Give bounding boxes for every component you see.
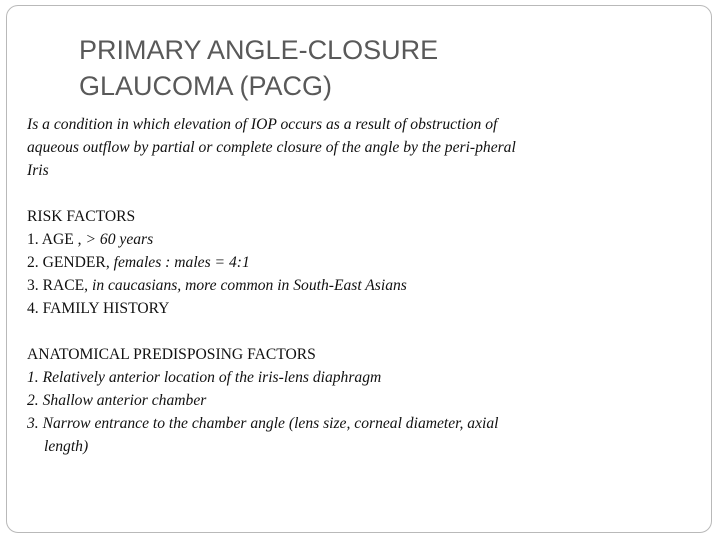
anatomical-item-text: Shallow anterior chamber [42, 392, 207, 409]
spacer [27, 320, 627, 343]
definition-line-1: Is a condition in which elevation of IOP occurs as a result of obstruction of [27, 116, 498, 133]
risk-factor-detail: > 60 years [85, 231, 154, 248]
risk-factor-label: 2. GENDER, [27, 254, 114, 271]
risk-factor-item-gender [27, 251, 627, 274]
risk-factor-label: 4. FAMILY HISTORY [27, 300, 170, 317]
anatomical-item-number: 2. [27, 392, 43, 409]
risk-factor-item-race [27, 274, 627, 297]
risk-factor-item-age [27, 228, 627, 251]
anatomical-item-1 [27, 366, 627, 389]
risk-factor-detail: in caucasians, more common in South-East Asians [91, 277, 407, 294]
anatomical-item-number: 3. [27, 415, 43, 432]
anatomical-item-2 [27, 389, 627, 412]
risk-factor-label: 3. RACE, [27, 277, 92, 294]
anatomical-item-number: 1. [27, 369, 43, 386]
slide-body [27, 113, 627, 458]
risk-factor-label: 1. AGE , [27, 231, 86, 248]
risk-factor-detail: females : males = 4:1 [113, 254, 250, 271]
risk-factors-heading: RISK FACTORS [27, 208, 136, 225]
title-line-1: PRIMARY ANGLE-CLOSURE [79, 35, 439, 65]
anatomical-item-3 [27, 412, 627, 435]
definition-line-2: aqueous outflow by partial or complete closure of the angle by the peri-pheral [27, 139, 516, 156]
anatomical-item-text: Relatively anterior location of the iris-lens diaphragm [42, 369, 382, 386]
anatomical-item-3-continuation: length) [44, 438, 89, 455]
risk-factor-item-family-history [27, 297, 627, 320]
risk-factors-section [27, 205, 627, 320]
definition-paragraph [27, 113, 627, 182]
anatomical-factors-section [27, 343, 627, 458]
definition-line-3: Iris [27, 162, 49, 179]
anatomical-item-text: Narrow entrance to the chamber angle (lens size, corneal diameter, axial [42, 415, 499, 432]
title-line-2: GLAUCOMA (PACG) [79, 71, 333, 101]
slide-title [79, 32, 679, 104]
spacer [27, 182, 627, 205]
anatomical-factors-heading: ANATOMICAL PREDISPOSING FACTORS [27, 346, 316, 363]
